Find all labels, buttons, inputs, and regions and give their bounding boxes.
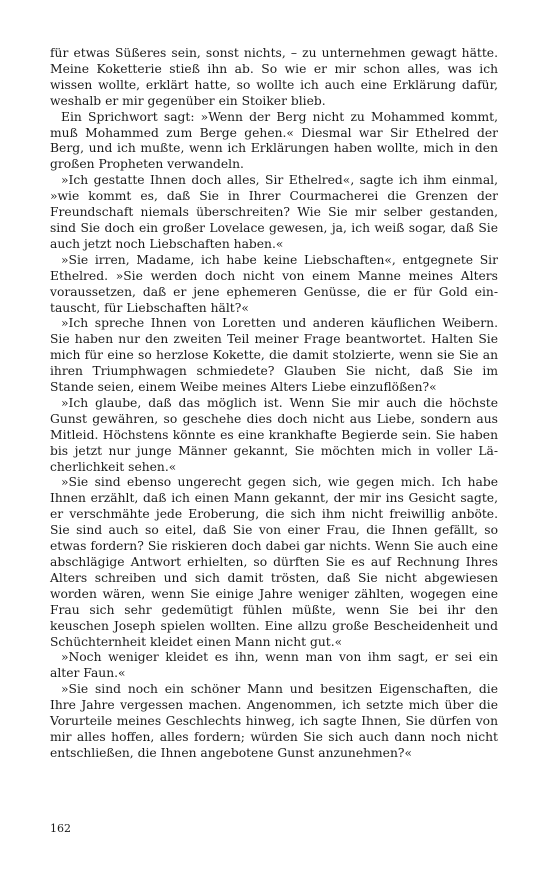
paragraph: »Sie sind ebenso ungerecht gegen sich, wie gegen mich. Ich habe Ihnen erzählt, daß ich einen Mann gekannt, der mir ins Gesicht sagte, er verschmähte jede Eroberung, die sich ihm nicht freiwillig anböte. Sie sind auch so eitel, daß Sie von einer Frau, die Ihnen gefällt, so etwas fordern? Sie riskieren doch dabei gar nichts. Wenn Sie auch eine abschlägige Antwort erhielten, so dürften Sie es auf Rechnung Ihres Alters schreiben und sich damit trösten, daß Sie nicht abgewiesen worden wären, wenn Sie einige Jahre weniger zählten, wogegen eine Frau sich sehr gedemütigt fühlen müßte, wenn Sie bei ihr den keuschen Joseph spielen wollten. Eine allzu große Bescheidenheit und Schüchternheit kleidet einen Mann nicht gut.« — [50, 475, 498, 649]
body-text — [50, 46, 498, 762]
paragraph: »Sie sind noch ein schöner Mann und besitzen Eigenschaften, die Ihre Jahre vergessen machen. Angenommen, ich setzte mich über die Vorurteile meines Geschlechts hinweg, ich sagte Ihnen, Sie dürfen von mir alles hoffen, alles fordern; würden Sie sich auch dann noch nicht entschließen, die Ihnen angebotene Gunst anzunehmen?« — [50, 682, 498, 760]
paragraph: »Noch weniger kleidet es ihn, wenn man von ihm sagt, er sei ein alter Faun.« — [50, 650, 498, 681]
paragraph: »Ich glaube, daß das möglich ist. Wenn Sie mir auch die höchste Gunst gewähren, so geschehe dies doch nicht aus Liebe, sondern aus Mitleid. Höchstens könnte es eine krankhafte Begierde sein. Sie haben bis jetzt nur junge Männer gekannt, Sie möchten mich in voller Lächerlichkeit sehen.« — [50, 395, 498, 474]
paragraph: »Ich gestatte Ihnen doch alles, Sir Ethelred«, sagte ich ihm einmal, »wie kommt es, daß Sie in Ihrer Courmacherei die Grenzen der Freundschaft niemals überschreiten? Wie Sie mir selber gestanden, sind Sie doch ein großer Lovelace gewesen, ja, ich weiß sogar, daß Sie auch jetzt noch Liebschaften haben.« — [50, 173, 498, 251]
paragraph: »Sie irren, Madame, ich habe keine Liebschaften«, entgegnete Sir Ethelred. »Sie werden doch nicht von einem Manne meines Alters voraussetzen, daß er jene ephemeren Genüsse, die er für Gold eintauscht, für Liebschaften hält?« — [50, 252, 498, 315]
paragraph: für etwas Süßeres sein, sonst nichts, – zu unternehmen gewagt hätte. Meine Koketterie stieß ihn ab. So wie er mir schon alles, was ich wissen wollte, erklärt hatte, so wollte ich auch eine Erklärung dafür, weshalb er mir gegenüber ein Stoiker blieb. — [50, 46, 498, 108]
paragraph: Ein Sprichwort sagt: »Wenn der Berg nicht zu Mohammed kommt, muß Mohammed zum Berge gehen.« Diesmal war Sir Ethelred der Berg, und ich mußte, wenn ich Erklärungen haben wollte, mich in den großen Propheten verwandeln. — [50, 109, 498, 172]
page-number: 162 — [50, 822, 71, 835]
paragraph: »Ich spreche Ihnen von Loretten und anderen käuflichen Weibern. Sie haben nur den zweiten Teil meiner Frage beantwortet. Halten Sie mich für eine so herzlose Kokette, die damit stolzierte, wenn sie Sie an ihren Triumphwagen schmiedete? Glauben Sie nicht, daß Sie im Stande seien, einem Weibe meines Alters Liebe einzuflößen?« — [50, 316, 498, 395]
